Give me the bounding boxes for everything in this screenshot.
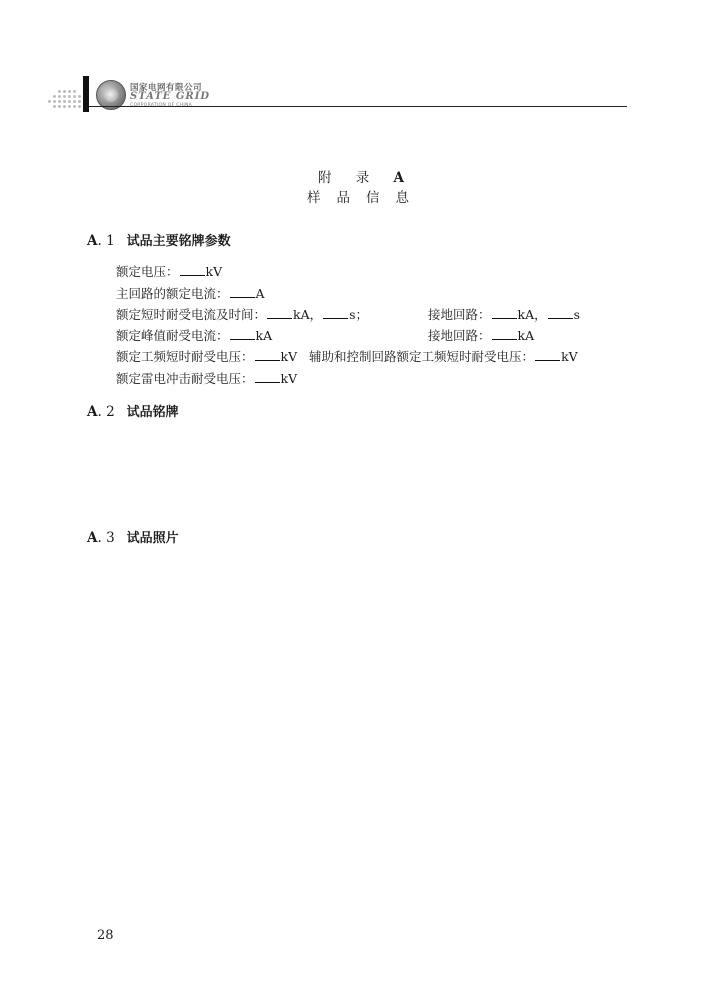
param-unit: A	[255, 286, 265, 301]
fill-blank[interactable]	[230, 286, 255, 298]
section-num-letter: A	[87, 233, 98, 249]
fill-blank[interactable]	[255, 349, 280, 361]
header-rule	[89, 106, 627, 107]
appendix-title-prefix: 附 录	[317, 170, 380, 186]
page-header	[0, 72, 722, 112]
decorative-dot	[68, 100, 71, 103]
page-number: 28	[97, 928, 114, 943]
param-label: 接地回路：	[428, 328, 491, 343]
decorative-dot	[58, 100, 61, 103]
decorative-dot	[73, 90, 76, 93]
param-label: 额定雷电冲击耐受电压：	[116, 371, 254, 386]
fill-blank[interactable]	[323, 307, 348, 319]
decorative-dot	[73, 100, 76, 103]
decorative-dot	[68, 90, 71, 93]
appendix-title	[0, 166, 722, 186]
param-ground-circuit-short-time	[428, 305, 580, 323]
fill-blank[interactable]	[180, 264, 205, 276]
decorative-dot	[73, 95, 76, 98]
section-a1-heading	[87, 230, 231, 249]
param-peak-withstand	[116, 326, 272, 344]
fill-blank[interactable]	[492, 328, 517, 340]
section-title: 试品铭牌	[126, 405, 179, 420]
logo-chinese-name: 国家电网有限公司	[130, 83, 203, 93]
section-title: 试品照片	[126, 531, 179, 546]
decorative-dot	[73, 105, 76, 108]
param-ground-circuit-peak	[428, 326, 534, 344]
section-a2-heading	[87, 401, 179, 420]
logo-english-name: STATE GRID	[130, 91, 211, 102]
param-label: 额定峰值耐受电流：	[116, 328, 229, 343]
decorative-dot	[68, 95, 71, 98]
section-num: . 1	[97, 233, 115, 249]
appendix-subtitle: 样品信息	[307, 190, 425, 206]
decorative-dot	[48, 100, 51, 103]
decorative-dot	[53, 105, 56, 108]
param-unit: kV	[280, 349, 298, 364]
param-label: 辅助和控制回路额定工频短时耐受电压：	[309, 349, 535, 364]
decorative-dot	[78, 100, 81, 103]
param-main-circuit-current	[116, 284, 265, 302]
param-rated-voltage	[116, 262, 222, 280]
section-title: 试品主要铭牌参数	[126, 234, 231, 249]
fill-blank[interactable]	[492, 307, 517, 319]
decorative-dot	[63, 95, 66, 98]
param-unit: s	[573, 307, 581, 322]
decorative-dot	[78, 95, 81, 98]
section-a3-heading	[87, 527, 179, 546]
section-num: . 2	[97, 404, 115, 420]
param-label: 接地回路：	[428, 307, 491, 322]
fill-blank[interactable]	[548, 307, 573, 319]
fill-blank[interactable]	[255, 371, 280, 383]
decorative-dot	[68, 105, 71, 108]
param-unit: kV	[561, 349, 578, 364]
section-num: . 3	[97, 530, 115, 546]
fill-blank[interactable]	[267, 307, 292, 319]
fill-blank[interactable]	[230, 328, 255, 340]
param-unit: kA，	[517, 307, 547, 322]
decorative-dot	[78, 105, 81, 108]
param-unit: kA，	[293, 307, 323, 322]
section-num-letter: A	[87, 530, 98, 546]
decorative-dot	[58, 90, 61, 93]
logo-english-subtitle: CORPORATION OF CHINA	[130, 103, 193, 108]
param-unit: kA	[517, 328, 535, 343]
param-label: 额定工频短时耐受电压：	[116, 349, 254, 364]
param-label: 额定电压：	[116, 264, 179, 279]
decorative-dot	[53, 100, 56, 103]
decorative-dot	[63, 105, 66, 108]
decorative-dot	[58, 105, 61, 108]
decorative-dot	[53, 95, 56, 98]
param-label: 额定短时耐受电流及时间：	[116, 307, 267, 322]
param-lightning-impulse-voltage	[116, 369, 297, 387]
section-num-letter: A	[87, 404, 98, 420]
fill-blank[interactable]	[535, 349, 560, 361]
decorative-dot	[63, 100, 66, 103]
param-short-time-withstand	[116, 305, 368, 323]
param-unit: s；	[349, 307, 369, 322]
param-label: 主回路的额定电流：	[116, 286, 229, 301]
param-unit: kV	[205, 264, 223, 279]
decorative-dot	[63, 90, 66, 93]
appendix-title-letter: A	[393, 170, 405, 186]
param-power-frequency-voltage	[116, 347, 578, 365]
decorative-dot	[58, 95, 61, 98]
param-unit: kV	[280, 371, 298, 386]
param-unit: kA	[255, 328, 273, 343]
